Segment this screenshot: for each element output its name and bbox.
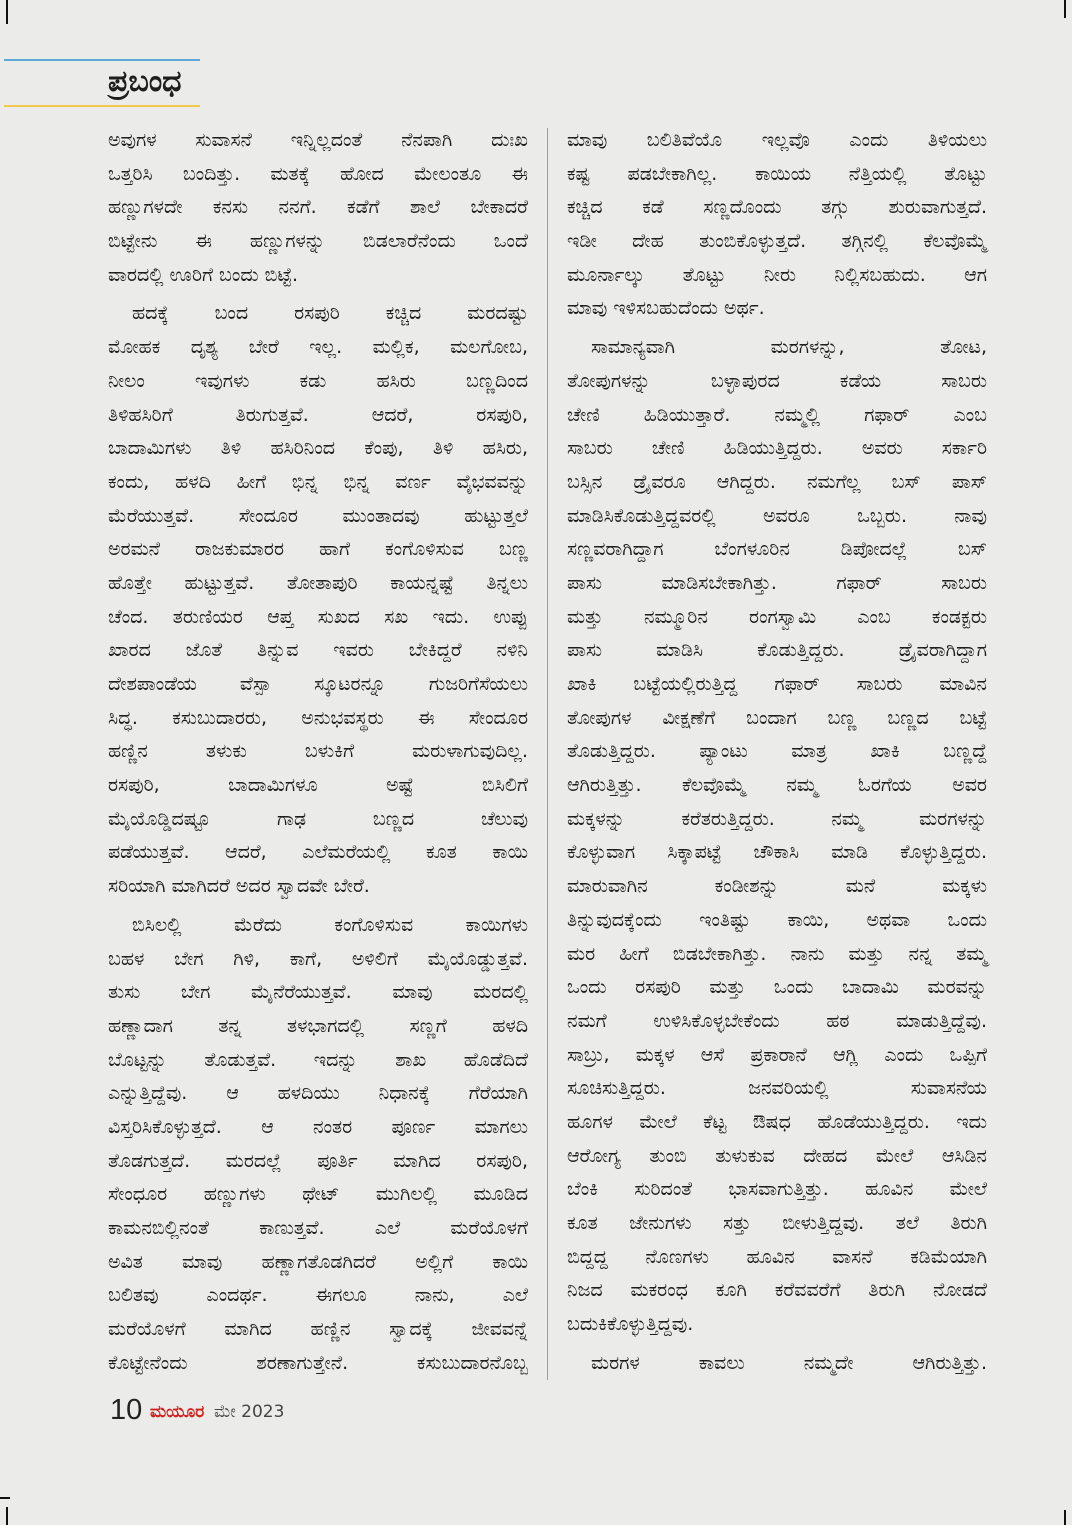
text-line: ತುಸು ಬೇಗ ಮೈನೆರೆಯುತ್ತವೆ. ಮಾವು ಮರದಲ್ಲಿ (108, 981, 528, 1004)
section-title: ಪ್ರಬಂಧ (108, 64, 182, 99)
text-line: ಖಾರದ ಜೊತೆ ತಿನ್ನುವ ಇವರು ಬೇಕಿದ್ದರೆ ನಳಿನಿ (108, 639, 528, 662)
text-line: ತಿಳಿಹಸಿರಿಗೆ ತಿರುಗುತ್ತವೆ. ಆದರೆ, ರಸಪುರಿ, (108, 403, 528, 426)
text-line: ತೊಡಗುತ್ತದೆ. ಮರದಲ್ಲೆ ಪೂರ್ತಿ ಮಾಗಿದ ರಸಪುರಿ, (108, 1149, 528, 1172)
text-line: ಬಿದ್ದದ್ದ ನೊಣಗಳು ಹೂವಿನ ವಾಸನೆ ಕಡಿಮೆಯಾಗಿ (567, 1245, 987, 1268)
magazine-logo: ಮಯೂರ (150, 1402, 205, 1422)
text-line: ಹಣ್ಣುಗಳದೇ ಕನಸು ನನಗೆ. ಕಡೆಗೆ ಶಾಲೆ ಬೇಕಾದರೆ (108, 196, 528, 219)
text-line: ಪಾಸು ಮಾಡಿಸಿ ಕೊಡುತ್ತಿದ್ದರು. ಡ್ರೈವರಾಗಿದ್ದಾಗ (567, 639, 987, 662)
text-line: ಆಗಿರುತ್ತಿತ್ತು. ಕೆಲವೊಮ್ಮೆ ನಮ್ಮ ಓರಗೆಯ ಅವರ (567, 774, 987, 797)
paragraph (567, 124, 987, 326)
crop-mark (6, 0, 8, 24)
text-line: ಮರೆಯೊಳಗೆ ಮಾಗಿದ ಹಣ್ಣಿನ ಸ್ವಾದಕ್ಕೆ ಜೀವವನ್ನೆ (108, 1318, 528, 1341)
text-line: ಸಾಬ್ರು, ಮಕ್ಕಳ ಆಸೆ ಪ್ರಕಾರಾನೆ ಆಗ್ಲಿ ಎಂದು ಒಪ್ಪಿಗೆ (567, 1043, 987, 1066)
paragraph (567, 1347, 987, 1381)
text-line: ಹಣ್ಣಾದಾಗ ತನ್ನ ತಳಭಾಗದಲ್ಲಿ ಸಣ್ಣಗೆ ಹಳದಿ (108, 1014, 528, 1037)
text-line: ಕೊಟ್ಟೇನೆಂದು ಶರಣಾಗುತ್ತೇನೆ. ಕಸುಬುದಾರನೊಬ್ಬ (108, 1351, 528, 1374)
text-line: ಕಷ್ಟ ಪಡಬೇಕಾಗಿಲ್ಲ. ಕಾಯಿಯ ನೆತ್ತಿಯಲ್ಲಿ ತೊಟ್ಟು (567, 162, 987, 185)
text-line: ಸರಿಯಾಗಿ ಮಾಗಿದರೆ ಅದರ ಸ್ವಾದವೇ ಬೇರೆ. (108, 875, 370, 898)
header-rule-blue (4, 59, 200, 61)
text-line: ಚೆಂದ. ತರುಣಿಯರ ಆಪ್ತ ಸುಖದ ಸಖ ಇದು. ಉಪ್ಪು (108, 605, 528, 628)
text-line: ಬಾದಾಮಿಗಳು ತಿಳಿ ಹಸಿರಿನಿಂದ ಕೆಂಪು, ತಿಳಿ ಹಸಿರು, (108, 437, 528, 460)
text-line: ಮರ ಹೀಗೆ ಬಿಡಬೇಕಾಗಿತ್ತು. ನಾನು ಮತ್ತು ನನ್ನ ತಮ್ಮ (567, 942, 987, 965)
text-line: ನಿಜದ ಮಕರಂಧ ಕೂಗಿ ಕರೆವವರೆಗೆ ತಿರುಗಿ ನೋಡದೆ (567, 1279, 987, 1302)
text-line: ನೀಲಂ ಇವುಗಳು ಕಡು ಹಸಿರು ಬಣ್ಣದಿಂದ (108, 369, 528, 392)
text-line: ಬಸ್ಸಿನ ಡ್ರೈವರೂ ಆಗಿದ್ದರು. ನಮಗೆಲ್ಲ ಬಸ್ ಪಾಸ್ (567, 470, 987, 493)
text-line: ರಸಪುರಿ, ಬಾದಾಮಿಗಳೂ ಅಷ್ಟೆ ಬಿಸಿಲಿಗೆ (108, 774, 528, 797)
text-line: ಬದುಕಿಕೊಳ್ಳುತ್ತಿದ್ದವು. (567, 1313, 694, 1336)
text-line: ಮಕ್ಕಳನ್ನು ಕರೆತರುತ್ತಿದ್ದರು. ನಮ್ಮ ಮರಗಳನ್ನು (567, 807, 987, 830)
text-line: ಮರಗಳ ಕಾವಲು ನಮ್ಮದೇ ಆಗಿರುತ್ತಿತ್ತು. (591, 1351, 987, 1374)
text-line: ಹದಕ್ಕೆ ಬಂದ ರಸಪುರಿ ಕಚ್ಚಿದ ಮರದಷ್ಟು (132, 302, 528, 325)
text-line: ಅರಮನೆ ರಾಜಕುಮಾರರ ಹಾಗೆ ಕಂಗೊಳಿಸುವ ಬಣ್ಣ (108, 538, 528, 561)
text-line: ಸಾಮಾನ್ಯವಾಗಿ ಮರಗಳನ್ನು, ತೋಟ, (591, 336, 987, 359)
text-line: ಎನ್ನುತ್ತಿದ್ದೆವು. ಆ ಹಳದಿಯು ನಿಧಾನಕ್ಕೆ ಗೆರೆಯಾಗಿ (108, 1082, 528, 1105)
text-line: ಕಂದು, ಹಳದಿ ಹೀಗೆ ಭಿನ್ನ ಭಿನ್ನ ವರ್ಣ ವೈಭವವನ್ನು (108, 470, 528, 493)
text-line: ಇಡೀ ದೇಹ ತುಂಬಿಕೊಳ್ಳುತ್ತದೆ. ತಗ್ಗಿನಲ್ಲಿ ಕೆಲವೊಮ್ಮೆ (567, 230, 987, 253)
text-line: ತಿನ್ನುವುದಕ್ಕೆಂದು ಇಂತಿಷ್ಟು ಕಾಯಿ, ಅಥವಾ ಒಂದು (567, 908, 987, 931)
text-line: ಖಾಕಿ ಬಟ್ಟೆಯಲ್ಲಿರುತ್ತಿದ್ದ ಗಫಾರ್ ಸಾಬರು ಮಾವಿನ (567, 673, 987, 695)
text-line: ಸಣ್ಣವರಾಗಿದ್ದಾಗ ಬೆಂಗಳೂರಿನ ಡಿಪೋದಲ್ಲೆ ಬಸ್ (567, 538, 987, 561)
crop-mark (1064, 1510, 1066, 1525)
text-line: ಕೂತ ಜೇನುಗಳು ಸತ್ತು ಬೀಳುತ್ತಿದ್ದವು. ತಲೆ ತಿರುಗಿ (567, 1212, 987, 1234)
text-line: ಆರೋಗ್ಯ ತುಂಬಿ ತುಳುಕುವ ದೇಹದ ಮೇಲೆ ಆಸಿಡಿನ (567, 1144, 987, 1167)
text-line: ಪಾಸು ಮಾಡಿಸಬೇಕಾಗಿತ್ತು. ಗಫಾರ್ ಸಾಬರು (567, 571, 987, 594)
paragraph (567, 331, 987, 1342)
text-line: ಮಾವು ಬಲಿತಿವೆಯೊ ಇಲ್ಲವೊ ಎಂದು ತಿಳಿಯಲು (567, 129, 987, 151)
column-divider (547, 128, 548, 1380)
text-line: ಮೂರ್ನಾಲ್ಕು ತೊಟ್ಟು ನೀರು ನಿಲ್ಲಿಸಬಹುದು. ಆಗ (567, 263, 987, 286)
text-column-left (108, 124, 528, 1380)
text-line: ಸೂಚಿಸುತ್ತಿದ್ದರು. ಜನವರಿಯಲ್ಲಿ ಸುವಾಸನೆಯ (567, 1077, 987, 1100)
text-line: ಹಣ್ಣಿನ ತಳುಕು ಬಳುಕಿಗೆ ಮರುಳಾಗುವುದಿಲ್ಲ. (108, 740, 528, 763)
text-line: ಕೊಳ್ಳುವಾಗ ಸಿಕ್ಕಾಪಟ್ಟೆ ಚೌಕಾಸಿ ಮಾಡಿ ಕೊಳ್ಳುತ್ತಿದ್ದರು. (567, 841, 987, 864)
text-line: ಅವುಗಳ ಸುವಾಸನೆ ಇನ್ನಿಲ್ಲದಂತೆ ನೆನಪಾಗಿ ದುಃಖ (108, 129, 528, 151)
text-line: ಮಾರುವಾಗಿನ ಕಂಡೀಶನ್ನು ಮನೆ ಮಕ್ಕಳು (567, 875, 987, 898)
text-line: ಪಡೆಯುತ್ತವೆ. ಆದರೆ, ಎಲೆಮರೆಯಲ್ಲಿ ಕೂತ ಕಾಯಿ (108, 841, 528, 864)
issue-date: ಮೇ 2023 (214, 1402, 285, 1422)
crop-mark (6, 1507, 8, 1525)
text-line: ಬಿಸಿಲಲ್ಲಿ ಮೆರೆದು ಕಂಗೊಳಿಸುವ ಕಾಯಿಗಳು (132, 913, 528, 936)
text-line: ಚೇಣಿ ಹಿಡಿಯುತ್ತಾರೆ. ನಮ್ಮಲ್ಲಿ ಗಫಾರ್ ಎಂಬ (567, 403, 987, 426)
text-line: ಮಾವು ಇಳಿಸಬಹುದೆಂದು ಅರ್ಥ. (567, 297, 765, 320)
page-number: 10 (110, 1394, 143, 1426)
text-line: ಮೈಯೊಡ್ಡಿದಷ್ಟೂ ಗಾಢ ಬಣ್ಣದ ಚೆಲುವು (108, 807, 528, 830)
text-line: ಕಚ್ಚಿದ ಕಡೆ ಸಣ್ಣದೊಂದು ತಗ್ಗು ಶುರುವಾಗುತ್ತದೆ. (567, 196, 987, 219)
text-line: ಕಾಮನಬಿಲ್ಲಿನಂತೆ ಕಾಣುತ್ತವೆ. ಎಲೆ ಮರೆಯೊಳಗೆ (108, 1217, 528, 1239)
text-line: ಮೆರೆಯುತ್ತವೆ. ಸೇಂದೂರ ಮುಂತಾದವು ಹುಟ್ಟುತ್ತಲೆ (108, 504, 528, 527)
text-line: ಬಹಳ ಬೇಗ ಗಿಳಿ, ಕಾಗೆ, ಅಳಿಲಿಗೆ ಮೈಯೊಡ್ಡುತ್ತವೆ. (108, 947, 528, 970)
text-line: ತೊಡುತ್ತಿದ್ದರು. ಪ್ಯಾಂಟು ಮಾತ್ರ ಖಾಕಿ ಬಣ್ಣದ್ದೆ (567, 740, 987, 763)
text-line: ಸೇಂಧೂರ ಹಣ್ಣುಗಳು ಥೇಟ್ ಮುಗಿಲಲ್ಲಿ ಮೂಡಿದ (108, 1183, 528, 1206)
crop-mark (1064, 0, 1066, 18)
text-line: ತೋಪುಗಳ ವೀಕ್ಷಣೆಗೆ ಬಂದಾಗ ಬಣ್ಣ ಬಣ್ಣದ ಬಟ್ಟೆ (567, 706, 987, 729)
text-line: ಬಿಟ್ಟೇನು ಈ ಹಣ್ಣುಗಳನ್ನು ಬಿಡಲಾರೆನೆಂದು ಒಂದೆ (108, 230, 528, 253)
paragraph (108, 297, 528, 903)
text-line: ಒಂದು ರಸಪುರಿ ಮತ್ತು ಒಂದು ಬಾದಾಮಿ ಮರವನ್ನು (567, 976, 987, 999)
paragraph (108, 124, 528, 292)
text-line: ತೋಪುಗಳನ್ನು ಬಳ್ಳಾಪುರದ ಕಡೆಯ ಸಾಬರು (567, 369, 987, 392)
text-line: ಹೂಗಳ ಮೇಲೆ ಕೆಟ್ಟ ಔಷಧ ಹೊಡೆಯುತ್ತಿದ್ದರು. ಇದು (567, 1110, 987, 1133)
text-line: ಅವಿತ ಮಾವು ಹಣ್ಣಾಗತೊಡಗಿದರೆ ಅಲ್ಲಿಗೆ ಕಾಯಿ (108, 1250, 528, 1273)
text-line: ಹೊತ್ತೇ ಹುಟ್ಟುತ್ತವೆ. ತೋತಾಪುರಿ ಕಾಯನ್ನಷ್ಟೆ ತಿನ್ನಲು (108, 571, 528, 594)
text-line: ಮತ್ತು ನಮ್ಮೂರಿನ ರಂಗಸ್ವಾಮಿ ಎಂಬ ಕಂಡಕ್ಟರು (567, 605, 987, 628)
text-line: ವಾರದಲ್ಲಿ ಊರಿಗೆ ಬಂದು ಬಿಟ್ಟೆ. (108, 263, 299, 286)
text-line: ಬೆಂಕಿ ಸುರಿದಂತೆ ಭಾಸವಾಗುತ್ತಿತ್ತು. ಹೂವಿನ ಮೇಲೆ (567, 1178, 987, 1201)
text-line: ಮಾಡಿಸಿಕೊಡುತ್ತಿದ್ದವರಲ್ಲಿ ಅವರೂ ಒಬ್ಬರು. ನಾವು (567, 504, 987, 527)
text-line: ವಿಸ್ತರಿಸಿಕೊಳ್ಳುತ್ತದೆ. ಆ ನಂತರ ಪೂರ್ಣ ಮಾಗಲು (108, 1115, 528, 1138)
text-line: ಬೊಟ್ಟನ್ನು ತೊಡುತ್ತವೆ. ಇದನ್ನು ಶಾಖ ಹೊಡೆದಿದೆ (108, 1048, 528, 1071)
text-line: ಸಿದ್ಧ. ಕಸುಬುದಾರರು, ಅನುಭವಸ್ಥರು ಈ ಸೇಂದೂರ (108, 706, 528, 729)
text-line: ಒತ್ತರಿಸಿ ಬಂದಿತ್ತು. ಮತಕ್ಕೆ ಹೋದ ಮೇಲಂತೂ ಈ (108, 162, 528, 185)
crop-mark (0, 1497, 10, 1499)
text-line: ಸಾಬರು ಚೇಣಿ ಹಿಡಿಯುತ್ತಿದ್ದರು. ಅವರು ಸರ್ಕಾರಿ (567, 437, 987, 460)
text-line: ಮೋಹಕ ದೃಶ್ಯ ಬೇರೆ ಇಲ್ಲ. ಮಲ್ಲಿಕ, ಮಲಗೋಬ, (108, 336, 528, 359)
text-line: ಬಲಿತವು ಎಂದರ್ಥ. ಈಗಲೂ ನಾನು, ಎಲೆ (108, 1284, 528, 1307)
paragraph (108, 909, 528, 1381)
text-line: ನಮಗೆ ಉಳಿಸಿಕೊಳ್ಳಬೇಕೆಂದು ಹಠ ಮಾಡುತ್ತಿದ್ದೆವು. (567, 1009, 987, 1032)
text-line: ದೇಶಪಾಂಡೆಯ ವೆಸ್ಪಾ ಸ್ಕೂಟರನ್ನೂ ಗುಜರಿಗೆಸೆಯಲು (108, 673, 528, 695)
header-rule-yellow (4, 105, 200, 107)
text-column-right (567, 124, 987, 1380)
